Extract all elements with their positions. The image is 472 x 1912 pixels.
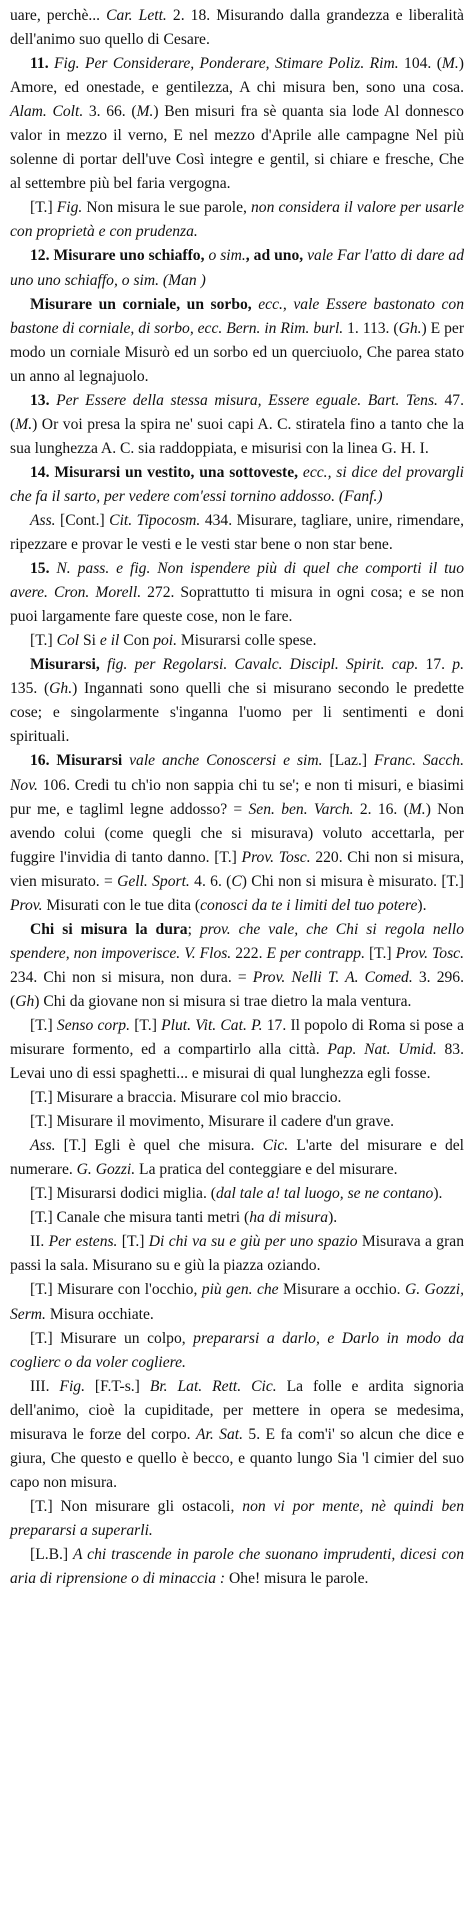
entry-regular-text: 3. 296. (: [10, 968, 464, 1010]
entry-italic-text: M.: [136, 103, 154, 121]
entry-regular-text: La pratica del conteggiare e del misurare.: [135, 1161, 398, 1179]
entry-italic-text: poi.: [153, 632, 178, 650]
entry-regular-text: 434. Misurare, tagliare, unire, rimendare, ripezzare e provar le vesti e le vesti star bene o non star bene.: [10, 511, 464, 554]
entry-italic-text: N. pass. e fig. Non ispendere più di quel che comporti il tuo avere. Cron. Morell.: [10, 560, 464, 602]
entry-regular-text: [Laz.]: [322, 752, 374, 770]
entry-regular-text: [T.] Misurare a braccia. Misurare col mio braccio.: [30, 1089, 342, 1107]
entry-italic-text: Prov. Nelli T. A. Comed.: [252, 968, 413, 986]
entry-regular-text: 2. 18. Misurando dalla grandezza e liberalità dell'animo suo quello di Cesare.: [10, 7, 464, 49]
dictionary-column: [10, 4, 464, 1591]
entry-paragraph: [10, 293, 464, 389]
entry-paragraph: [10, 1230, 464, 1278]
entry-italic-text: G. Gozzi.: [76, 1161, 136, 1179]
entry-paragraph: [10, 629, 464, 653]
entry-paragraph: [10, 1134, 464, 1182]
entry-bold-text: Misurarsi,: [30, 656, 107, 674]
entry-regular-text: ) Ingannati sono quelli che si misurano secondo le predette cose; e singolarmente s'inganna l'uomo per li sentimenti e doni spirituali.: [10, 680, 464, 746]
entry-paragraph: [10, 557, 464, 629]
entry-regular-text: II.: [30, 1233, 49, 1251]
entry-italic-text: Per estens.: [48, 1233, 118, 1251]
entry-regular-text: 1. 113. (: [343, 319, 399, 337]
entry-paragraph: [10, 1206, 464, 1230]
entry-regular-text: ) Ben misuri fra sè quanta sia lode Al donnesco valor in mezzo il verno, E nel mezzo d'Aprile alle campagne Nel più solenne di portar dell'uve Così integre e gentil, si chiare e fresche, Che al settembre più bel faria vergogna.: [10, 103, 464, 193]
entry-italic-text: Ass.: [30, 511, 56, 529]
entry-italic-text: ecc., vale Essere bastonato con bastone di corniale, di sorbo, ecc. Bern. in Rim. burl.: [10, 295, 464, 337]
entry-regular-text: [T.] Non misurare gli ostacoli,: [30, 1497, 243, 1515]
entry-regular-text: 106. Credi tu ch'io non sappia chi tu se'; e non ti misuri, e biasimi pur me, e tagliml legne addosso? =: [10, 776, 464, 818]
entry-bold-text: Misurare un corniale, un sorbo,: [30, 295, 259, 313]
entry-italic-text: C: [231, 872, 242, 890]
entry-bold-text: 14. Misurarsi un vestito, una sottoveste,: [30, 463, 303, 481]
entry-regular-text: [T.]: [30, 632, 57, 650]
entry-bold-text: 13.: [30, 391, 57, 409]
entry-paragraph: [10, 461, 464, 509]
entry-regular-text: [Cont.]: [55, 511, 110, 529]
entry-paragraph: [10, 1375, 464, 1495]
entry-italic-text: Fig. Per Considerare, Ponderare, Stimare Poliz. Rim.: [54, 55, 399, 73]
entry-regular-text: [T.] Egli è quel che misura.: [55, 1137, 263, 1155]
entry-paragraph: [10, 196, 464, 244]
entry-paragraph: [10, 4, 464, 52]
entry-regular-text: 2. 16. (: [353, 800, 409, 818]
entry-italic-text: Prov.: [10, 896, 43, 914]
entry-paragraph: [10, 918, 464, 1014]
entry-italic-text: Cit. Tipocosm.: [109, 511, 201, 529]
entry-regular-text: [T.]: [364, 944, 396, 962]
entry-regular-text: [T.]: [30, 199, 57, 217]
entry-paragraph: [10, 389, 464, 461]
entry-bold-text: Chi si misura la dura: [30, 920, 188, 938]
entry-regular-text: L'arte del misurare e del numerare.: [10, 1137, 464, 1179]
entry-italic-text: Alam. Colt.: [10, 103, 84, 121]
entry-italic-text: Senso corp.: [56, 1016, 130, 1034]
entry-regular-text: Con: [119, 632, 154, 650]
entry-regular-text: 222.: [231, 944, 267, 962]
entry-regular-text: Misura occhiate.: [45, 1305, 154, 1323]
entry-regular-text: III.: [30, 1377, 60, 1395]
entry-regular-text: [T.] Canale che misura tanti metri (: [30, 1209, 250, 1227]
entry-italic-text: p.: [452, 656, 464, 674]
entry-regular-text: uare, perchè...: [10, 7, 107, 24]
entry-italic-text: prepararsi a darlo, e Darlo in modo da coglierc o da voler cogliere.: [10, 1329, 464, 1371]
entry-italic-text: M.: [441, 55, 459, 73]
entry-paragraph: [10, 52, 464, 196]
entry-italic-text: Col: [56, 632, 80, 650]
entry-regular-text: [T.] Misurarsi dodici miglia. (: [30, 1185, 216, 1203]
entry-italic-text: Franc. Sacch. Nov.: [10, 752, 464, 794]
entry-italic-text: Gh: [15, 992, 35, 1010]
entry-italic-text: dal tale a! tal luogo, se ne contano: [215, 1185, 434, 1203]
entry-regular-text: Si: [79, 632, 100, 650]
entry-italic-text: fig. per Regolarsi. Cavalc. Discipl. Spirit. cap.: [107, 656, 419, 674]
entry-paragraph: [10, 1110, 464, 1134]
entry-regular-text: [T.]: [117, 1233, 149, 1251]
entry-paragraph: [10, 653, 464, 749]
entry-italic-text: Di chi va su e giù per uno spazio: [148, 1233, 358, 1251]
entry-bold-text: 15.: [30, 560, 57, 578]
entry-regular-text: [T.] Misurare il movimento, Misurare il cadere d'un grave.: [30, 1113, 395, 1131]
entry-regular-text: Misurava a gran passi la sala. Misurano su e giù la piazza oziando.: [10, 1233, 464, 1275]
entry-paragraph: [10, 1278, 464, 1326]
entry-regular-text: 17. Il popolo di Roma si pose a misurare formento, ed a compartirlo alla città.: [10, 1016, 464, 1059]
entry-regular-text: [L.B.]: [30, 1546, 74, 1563]
entry-regular-text: [T.] Misurare un colpo,: [30, 1329, 194, 1347]
entry-regular-text: [T.]: [30, 1016, 57, 1034]
entry-regular-text: ).: [433, 1185, 443, 1203]
entry-italic-text: Pap. Nat. Umid.: [327, 1041, 437, 1059]
entry-regular-text: 47. (: [10, 391, 464, 433]
entry-regular-text: 5. E fa com'i' so alcun che dice e giura, Che questo e quello è becco, e quanto lungo Sia 'l cimier del suo capo non misura.: [10, 1425, 465, 1491]
entry-regular-text: [F.T-s.]: [84, 1377, 150, 1395]
entry-bold-text: 16. Misurarsi: [30, 752, 130, 770]
entry-italic-text: Br. Lat. Rett. Cic.: [149, 1377, 277, 1395]
entry-italic-text: M.: [408, 800, 426, 818]
entry-regular-text: 17.: [418, 656, 453, 674]
entry-regular-text: ) Chi da giovane non si misura si trae dietro la mala ventura.: [34, 992, 412, 1010]
entry-regular-text: ) Non avendo colui (come quegli che si misurava) voluto accettarla, per fuggire l'invidia di tanto danno. [T.]: [10, 800, 465, 866]
entry-italic-text: A chi trascende in parole che suonano imprudenti, dicesi con aria di riprensione o di minaccia :: [10, 1546, 464, 1588]
entry-regular-text: ) Or voi presa la spira ne' suoi capi A. C. stiratela fino a tanto che la sua lunghezza A. C. sia raddoppiata, e misurisi con la linea G. H. I.: [10, 415, 464, 457]
entry-bold-text: 12. Misurare uno schiaffo,: [30, 247, 209, 265]
entry-regular-text: Misurarsi colle spese.: [177, 632, 317, 650]
entry-italic-text: E per contrapp.: [266, 944, 365, 962]
entry-italic-text: vale Far l'atto di dare ad uno uno schiaffo, o sim. (Man ): [10, 247, 464, 289]
entry-italic-text: vale anche Conoscersi e sim.: [129, 752, 323, 770]
entry-bold-text: 11.: [30, 55, 55, 73]
entry-regular-text: 83. Levai uno di essi spaghetti... e misurai di qual lunghezza egli fosse.: [10, 1041, 464, 1083]
entry-regular-text: La folle e ardita signoria dell'animo, cioè la cupiditade, per mettere in opera se medesima, misurava le forze del corpo.: [10, 1377, 464, 1443]
entry-regular-text: 4. 6. (: [189, 872, 232, 890]
entry-regular-text: ) Amore, ed onestade, e gentilezza, A chi misura ben, sono una cosa.: [10, 55, 464, 97]
entry-regular-text: 272. Soprattutto ti misura in ogni cosa; e se non puoi largamente fare queste cose, non le fare.: [10, 584, 464, 626]
entry-regular-text: Misurati con le tue dita (: [42, 896, 201, 914]
entry-italic-text: Gell. Sport.: [117, 872, 190, 890]
entry-paragraph: [10, 749, 464, 917]
entry-regular-text: Non misura le sue parole,: [82, 199, 251, 217]
entry-italic-text: ecc., si dice del provargli che fa il sarto, per vedere com'essi tornino addosso. (Fanf.): [10, 463, 464, 505]
entry-regular-text: 135. (: [10, 680, 50, 698]
entry-italic-text: Per Essere della stessa misura, Essere eguale. Bart. Tens.: [56, 391, 438, 409]
entry-italic-text: e il: [99, 632, 120, 650]
entry-italic-text: non considera il valore per usarle con proprietà e con prudenza.: [10, 199, 464, 241]
entry-italic-text: Ass.: [30, 1137, 56, 1155]
entry-italic-text: più gen. che: [201, 1281, 279, 1299]
entry-regular-text: ).: [417, 896, 427, 914]
entry-regular-text: [T.] Misurare con l'occhio,: [30, 1281, 202, 1299]
entry-italic-text: Cic.: [262, 1137, 289, 1155]
entry-italic-text: Gh.: [49, 680, 73, 698]
entry-regular-text: Ohe! misura le parole.: [225, 1570, 369, 1588]
entry-italic-text: conosci da te i limiti del tuo potere: [200, 896, 418, 914]
entry-paragraph: [10, 1543, 464, 1591]
entry-regular-text: 234. Chi non si misura, non dura. =: [10, 968, 253, 986]
entry-regular-text: 104. (: [398, 55, 442, 73]
entry-bold-text: , ad uno,: [245, 247, 308, 265]
entry-italic-text: Prov. Tosc.: [395, 944, 464, 962]
entry-paragraph: [10, 509, 464, 557]
entry-regular-text: ;: [187, 920, 200, 938]
entry-regular-text: 220. Chi non si misura, vien misurato. =: [10, 848, 464, 890]
entry-italic-text: o sim.: [208, 247, 246, 265]
entry-italic-text: Ar. Sat.: [195, 1425, 243, 1443]
entry-italic-text: M.: [15, 415, 33, 433]
entry-italic-text: Sen. ben. Varch.: [248, 800, 354, 818]
entry-italic-text: prov. che vale, che Chi si regola nello spendere, non impoverisce. V. Flos.: [10, 920, 464, 962]
entry-regular-text: 3. 66. (: [83, 103, 137, 121]
entry-paragraph: [10, 1182, 464, 1206]
entry-regular-text: ) Chi non si misura è misurato. [T.]: [241, 872, 464, 890]
entry-paragraph: [10, 1014, 464, 1086]
entry-paragraph: [10, 1086, 464, 1110]
entry-regular-text: [T.]: [130, 1016, 162, 1034]
entry-regular-text: Misurare a occhio.: [278, 1281, 405, 1299]
entry-italic-text: ha di misura: [249, 1209, 329, 1227]
entry-italic-text: Prov. Tosc.: [241, 848, 311, 866]
entry-italic-text: Plut. Vit. Cat. P.: [161, 1016, 263, 1034]
entry-regular-text: ) E per modo un corniale Misurò ed un sorbo ed un querciuolo, Che parea stato un anno al legnajuolo.: [10, 319, 465, 385]
entry-paragraph: [10, 1327, 464, 1375]
entry-italic-text: Fig.: [59, 1377, 85, 1395]
entry-paragraph: [10, 1495, 464, 1543]
entry-regular-text: ).: [328, 1209, 338, 1227]
entry-italic-text: non vi por mente, nè quindi ben prepararsi a superarli.: [10, 1497, 464, 1539]
entry-paragraph: [10, 244, 464, 292]
entry-italic-text: Car. Lett.: [106, 7, 167, 24]
entry-italic-text: G. Gozzi, Serm.: [10, 1281, 464, 1323]
entry-italic-text: Fig.: [56, 199, 83, 217]
entry-italic-text: Gh.: [398, 319, 422, 337]
